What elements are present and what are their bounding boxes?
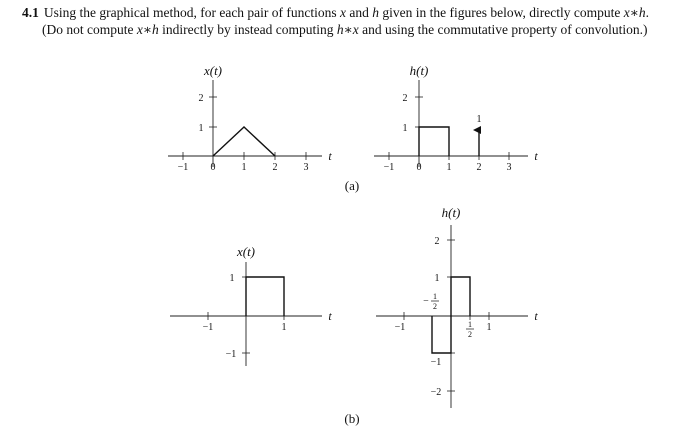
- figure-caption-a: (a): [344, 178, 360, 193]
- frac-denominator: 2: [468, 330, 472, 339]
- y-axis-label: x(t): [203, 63, 223, 78]
- frac-numerator: 1: [433, 292, 437, 301]
- text: .: [645, 5, 650, 20]
- text: and: [346, 5, 373, 20]
- ytick-label: −1: [430, 357, 442, 368]
- text: (Do not compute: [42, 22, 137, 37]
- xtick-label: 2: [272, 162, 278, 173]
- ytick-label: 1: [434, 273, 440, 284]
- ytick-label: 1: [229, 273, 235, 284]
- signal-bipolar-pulse: [432, 277, 470, 353]
- t-axis-label: t: [328, 309, 332, 323]
- ytick-label: 2: [402, 93, 408, 104]
- t-axis-label: t: [534, 309, 538, 323]
- signal-rect-pulse: [246, 277, 284, 316]
- plot-b-x: [170, 244, 332, 366]
- text: indirectly by instead computing: [158, 22, 337, 37]
- xtick-label: 3: [303, 162, 309, 173]
- plot-a-h: [374, 63, 538, 173]
- y-axis-label: x(t): [236, 244, 256, 259]
- ytick-label: 2: [434, 236, 440, 247]
- xtick-label: 1: [241, 162, 247, 173]
- xtick-label: 1: [486, 322, 492, 333]
- plot-b-h: [376, 205, 538, 408]
- xtick-label: −1: [383, 162, 395, 173]
- expr-x-conv-h: x∗h: [136, 22, 159, 37]
- impulse-weight-label: 1: [476, 114, 482, 125]
- signal-rect-pulse: [419, 127, 449, 156]
- xtick-label: −1: [202, 322, 214, 333]
- xtick-label: 3: [506, 162, 512, 173]
- problem-number: 4.1: [22, 5, 39, 20]
- xtick-label: 0: [210, 162, 216, 173]
- figure-caption-b: (b): [344, 411, 360, 426]
- xtick-half: [466, 320, 474, 339]
- t-axis-label: t: [534, 149, 538, 163]
- expr-x-conv-h: x∗h: [623, 5, 646, 20]
- plot-a-x: [168, 63, 332, 173]
- minus-sign: −: [423, 296, 429, 307]
- ytick-label: 2: [198, 93, 204, 104]
- xtick-label: 1: [281, 322, 287, 333]
- ytick-neg-half: [423, 292, 439, 311]
- t-axis-label: t: [328, 149, 332, 163]
- frac-denominator: 2: [433, 302, 437, 311]
- xtick-label: −1: [177, 162, 189, 173]
- text: Using the graphical method, for each pair of functions: [43, 5, 341, 20]
- expr-h-conv-x: h∗x: [336, 22, 359, 37]
- y-axis-label: h(t): [409, 63, 429, 78]
- xtick-label: −1: [394, 322, 406, 333]
- var-x: x: [340, 5, 347, 20]
- y-axis-label: h(t): [441, 205, 461, 220]
- xtick-label: 0: [416, 162, 422, 173]
- ytick-label: −2: [430, 387, 442, 398]
- signal-triangle: [213, 127, 275, 156]
- text: given in the figures below, directly compute: [379, 5, 624, 20]
- ytick-label: 1: [198, 123, 204, 134]
- var-h: h: [372, 5, 380, 20]
- ytick-label: 1: [402, 123, 408, 134]
- xtick-label: 1: [446, 162, 452, 173]
- text: and using the commutative property of convolution.): [358, 22, 648, 37]
- ytick-label: −1: [225, 349, 237, 360]
- frac-numerator: 1: [468, 320, 472, 329]
- xtick-label: 2: [476, 162, 482, 173]
